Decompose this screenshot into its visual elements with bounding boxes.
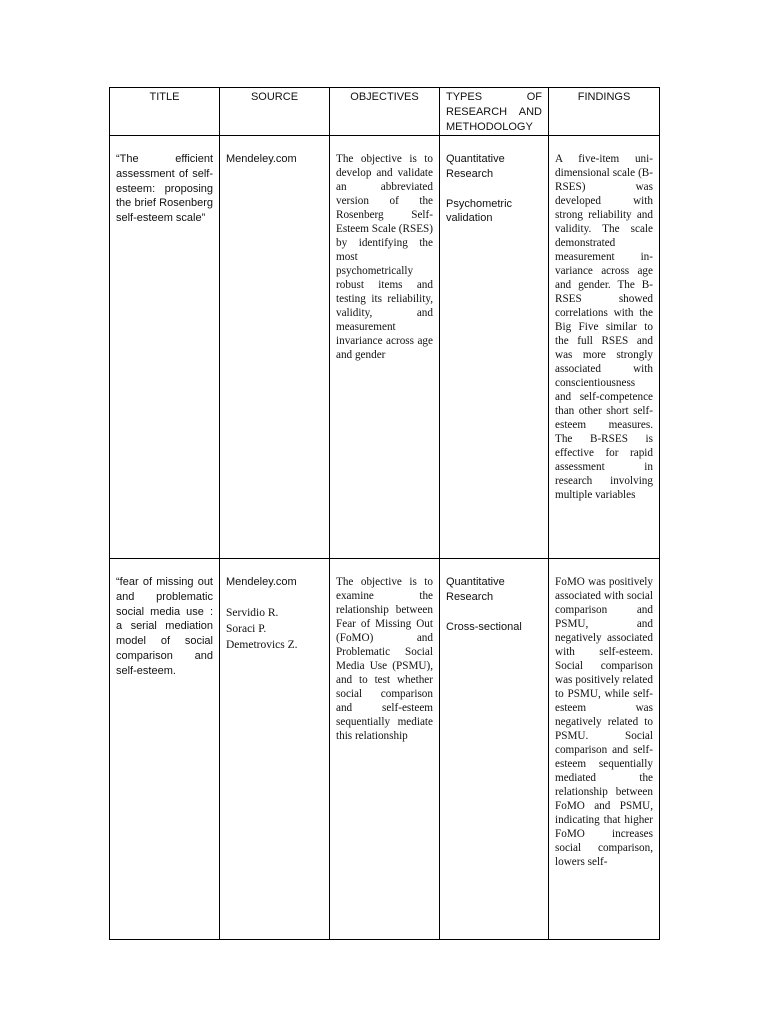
methodology: Cross-sectional: [446, 620, 522, 633]
source-site: Mendeley.com: [226, 153, 297, 165]
header-title: TITLE: [110, 88, 220, 136]
cell-source: [220, 559, 330, 940]
table-row: [110, 559, 660, 940]
cell-title: “fear of missing out and problematic social media use : a serial mediation model of social comparison and self-esteem.: [110, 559, 220, 940]
cell-objectives: The objective is to develop and validate an abbreviated version of the Rosenberg Self-Esteem Scale (RSES) by identifying the most psychometrically robust items and testing its reliability, validity, and measurement invariance across age and gender: [330, 136, 440, 559]
author: Servidio R.: [226, 606, 279, 619]
cell-types: [440, 559, 549, 940]
header-findings: FINDINGS: [549, 88, 660, 136]
cell-findings: FoMO was positively associated with social comparison and PSMU, and negatively associated with self-esteem. Social comparison was positively related to PSMU, while self-esteem was negatively related to PSMU. Social comparison and self-esteem sequentially mediated the relationship between FoMO and PSMU, indicating that higher FoMO increases social comparison, lowers self-: [549, 559, 660, 940]
table-row: [110, 136, 660, 559]
cell-findings: A five-item uni-dimensional scale (B-RSES) was developed with strong reliability and validity. The scale demonstrated measurement in-variance across age and gender. The B-RSES showed correlations with the Big Five similar to the full RSES and was more strongly associated with conscientiousness and self-competence than other short self-esteem measures. The B-RSES is effective for rapid assessment in research involving multiple variables: [549, 136, 660, 559]
header-row: [110, 88, 660, 136]
cell-types: [440, 136, 549, 559]
header-source: SOURCE: [220, 88, 330, 136]
cell-objectives: The objective is to examine the relationship between Fear of Missing Out (FoMO) and Problematic Social Media Use (PSMU), and to test whether social comparison and self-esteem sequentially mediate this relationship: [330, 559, 440, 940]
author: Soraci P.: [226, 622, 267, 635]
author: Demetrovics Z.: [226, 638, 298, 651]
cell-source: [220, 136, 330, 559]
research-type: Quantitative Research: [446, 576, 505, 603]
methodology: Psychometric validation: [446, 197, 513, 225]
source-site: Mendeley.com: [226, 576, 297, 588]
header-types: TYPES OF RESEARCH AND METHODOLOGY: [440, 88, 549, 136]
cell-title: “The efficient assessment of self-esteem: proposing the brief Rosenberg self-esteem scale”: [110, 136, 220, 559]
research-type: Quantitative Research: [446, 153, 505, 180]
header-objectives: OBJECTIVES: [330, 88, 440, 136]
literature-review-table: [109, 87, 660, 940]
